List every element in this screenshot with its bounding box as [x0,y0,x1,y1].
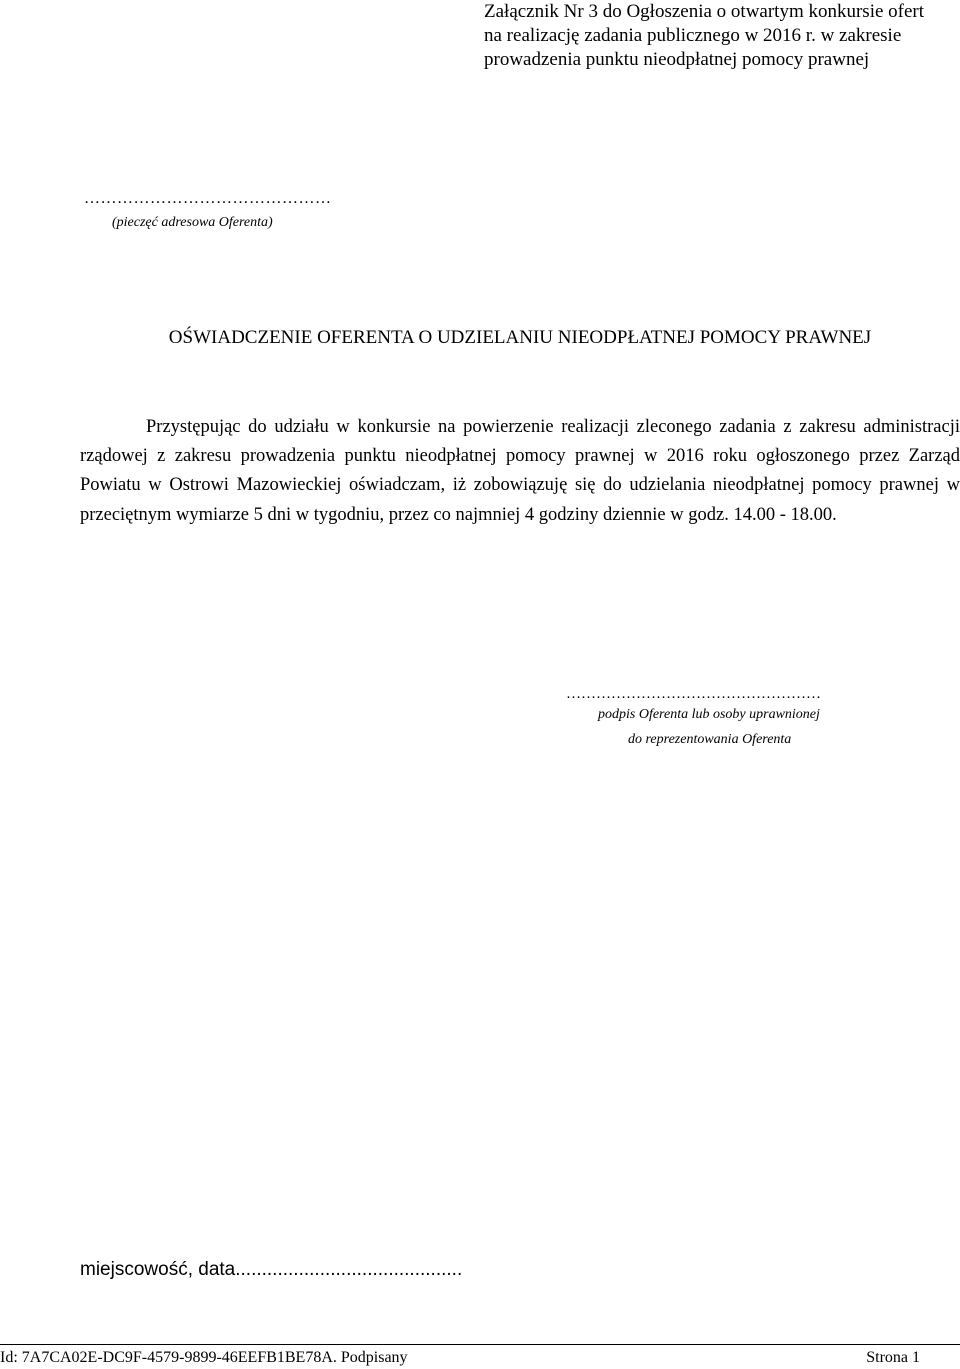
stamp-placeholder-dots: ……………………………………… [84,190,332,207]
place-date-field: miejscowość, data........................................... [80,1259,463,1280]
document-title: OŚWIADCZENIE OFERENTA O UDZIELANIU NIEODPŁATNEJ POMOCY PRAWNEJ [168,327,872,348]
footer-document-id: Id: 7A7CA02E-DC9F-4579-9899-46EEFB1BE78A. Podpisany [0,1349,408,1366]
footer-page-number: Strona 1 [866,1349,920,1366]
footer-divider [0,1344,960,1345]
signature-placeholder-dots: …………………………………………… [566,686,821,702]
stamp-label: (pieczęć adresowa Oferenta) [112,215,273,230]
signature-label-line2: do reprezentowania Oferenta [628,732,792,747]
annex-note: Załącznik Nr 3 do Ogłoszenia o otwartym konkursie ofert na realizację zadania publicznego w 2016 r. w zakresie prowadzenia punktu nieodpłatnej pomocy prawnej [484,1,925,70]
declaration-body: Przystępując do udziału w konkursie na powierzenie realizacji zleconego zadania z zakresu administracji rządowej z zakresu prowadzenia punktu nieodpłatnej pomocy prawnej w 2016 roku ogłoszonego przez Zarząd Powiatu w Ostrowi Mazowieckiej oświadczam, iż zobowiązuję się do udzielania nieodpłatnej pomocy prawnej w przeciętnym wymiarze 5 dni w tygodniu, przez co najmniej 4 godziny dziennie w godz. 14.00 - 18.00. [80,417,960,525]
signature-label-line1: podpis Oferenta lub osoby uprawnionej [598,707,820,722]
